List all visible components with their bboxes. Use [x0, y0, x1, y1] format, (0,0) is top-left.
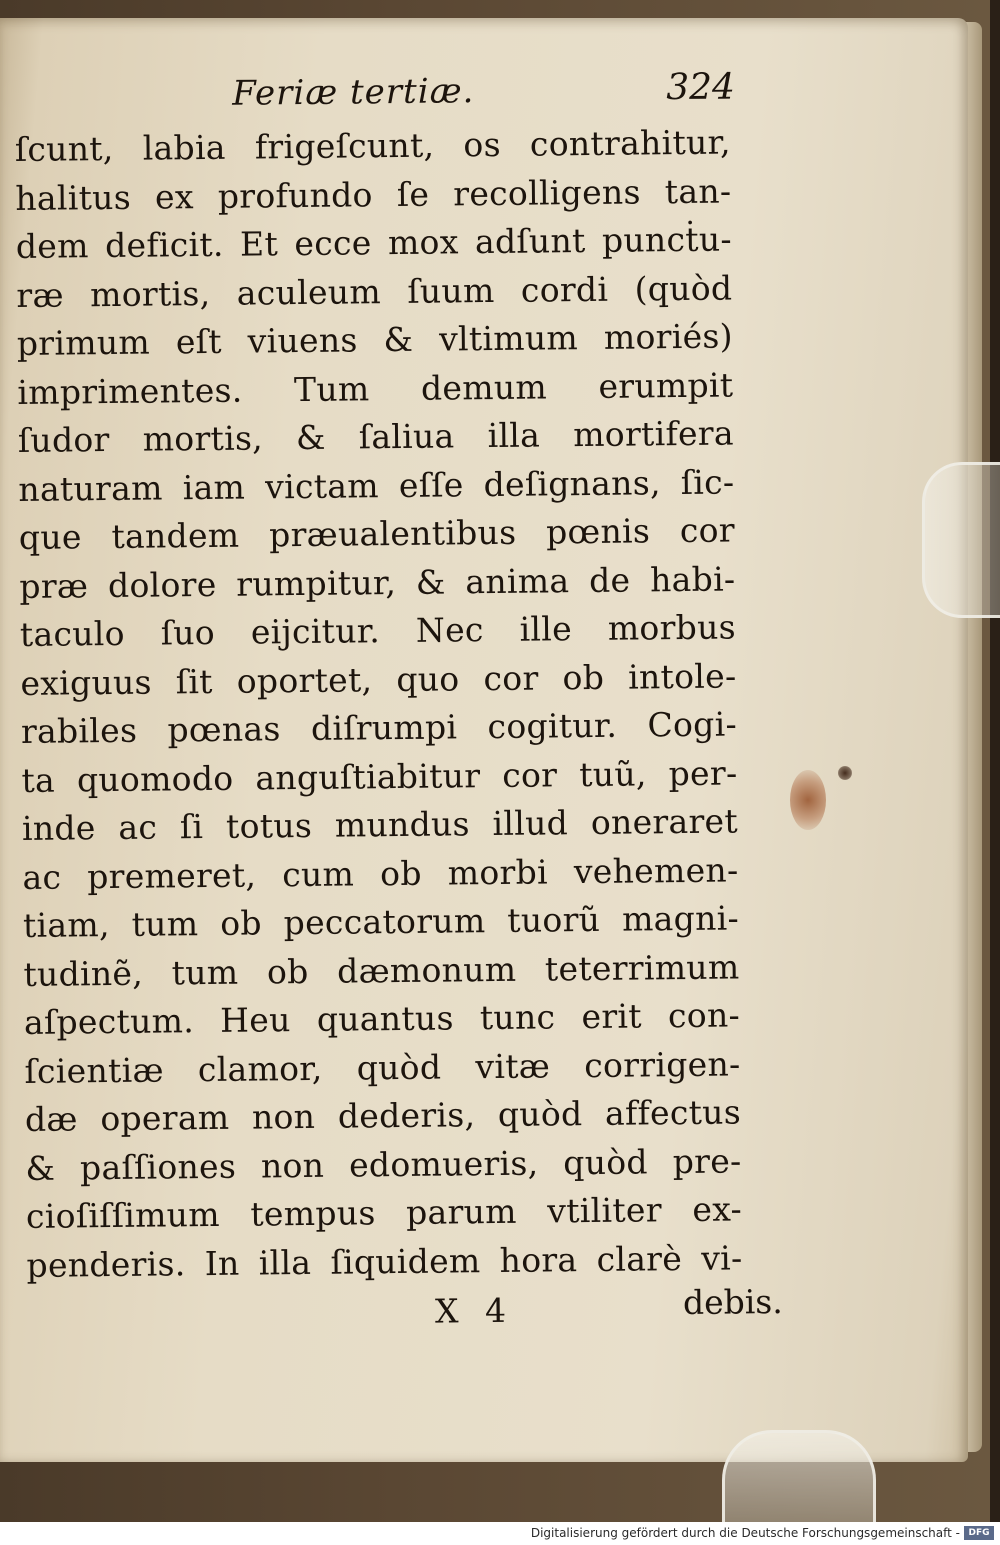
- text-line: tiam, tum ob peccatorum tuorũ magni-: [22, 898, 740, 945]
- text-line: naturam iam victam eſſe deſignans, ſic-: [18, 461, 735, 509]
- text-line: ta quomodo anguſtiabitur cor tuũ, per-: [21, 752, 738, 800]
- text-line: halitus ex profundo ſe recolligens tan-: [15, 170, 732, 218]
- text-line: & paſſiones non edomueris, quòd pre-: [25, 1140, 742, 1188]
- text-line: ſudor mortis, & ſaliua illa mortifera: [17, 413, 735, 460]
- text-line: aſpectum. Heu quantus tunc erit con-: [23, 995, 741, 1042]
- running-title: Feriæ tertiæ.: [232, 71, 475, 114]
- text-line: imprimentes. Tum demum erumpit: [17, 364, 734, 412]
- text-line: penderis. In illa ſiquidem hora clarè vi-: [26, 1237, 743, 1285]
- book-page: [0, 18, 968, 1462]
- running-head: [14, 60, 775, 126]
- text-line: taculo ſuo eijcitur. Nec ille morbus: [19, 607, 737, 654]
- clasp-bottom: [722, 1430, 876, 1522]
- credit-text: Digitalisierung gefördert durch die Deutsche Forschungsgemeinschaft -: [530, 1526, 960, 1540]
- text-line: cioſiſſimum tempus parum vtiliter ex-: [25, 1189, 743, 1236]
- text-line: dæ operam non dederis, quòd affectus: [24, 1092, 742, 1139]
- text-line: præ dolore rumpitur, & anima de habi-: [19, 558, 736, 606]
- body-text: [15, 118, 787, 1290]
- dfg-logo: DFG: [964, 1526, 994, 1540]
- text-line: que tandem præualentibus pœnis cor: [18, 510, 736, 557]
- signature-mark: X 4: [434, 1290, 515, 1331]
- text-line: ac premeret, cum ob morbi vehemen-: [22, 849, 739, 897]
- page-number: 324: [666, 66, 736, 109]
- text-line: primum eſt viuens & vltimum moriés): [16, 316, 734, 363]
- text-block: [14, 60, 787, 1340]
- ink-dot: [838, 766, 852, 780]
- text-line: ſcunt, labia frigeſcunt, os contrahitur,: [14, 122, 732, 169]
- catchword: debis.: [682, 1282, 783, 1323]
- text-line: tudinẽ, tum ob dæmonum teterrimum: [23, 946, 740, 994]
- text-line: rabiles pœnas diſrumpi cogitur. Cogi-: [20, 704, 738, 751]
- text-line: exiguus ſit oportet, quo cor ob intole-: [20, 655, 737, 703]
- ink-stain: [790, 770, 826, 830]
- text-line: inde ac ſi totus mundus illud oneraret: [21, 801, 739, 848]
- clasp-right: [922, 462, 1000, 618]
- page-footer: [27, 1282, 787, 1340]
- text-line: dem deficit. Et ecce mox adſunt puncṫu-: [15, 219, 733, 266]
- text-line: ſcientiæ clamor, quòd vitæ corrigen-: [24, 1043, 741, 1091]
- credit-bar: [0, 1522, 1000, 1545]
- text-line: ræ mortis, aculeum ſuum cordi (quòd: [16, 267, 733, 315]
